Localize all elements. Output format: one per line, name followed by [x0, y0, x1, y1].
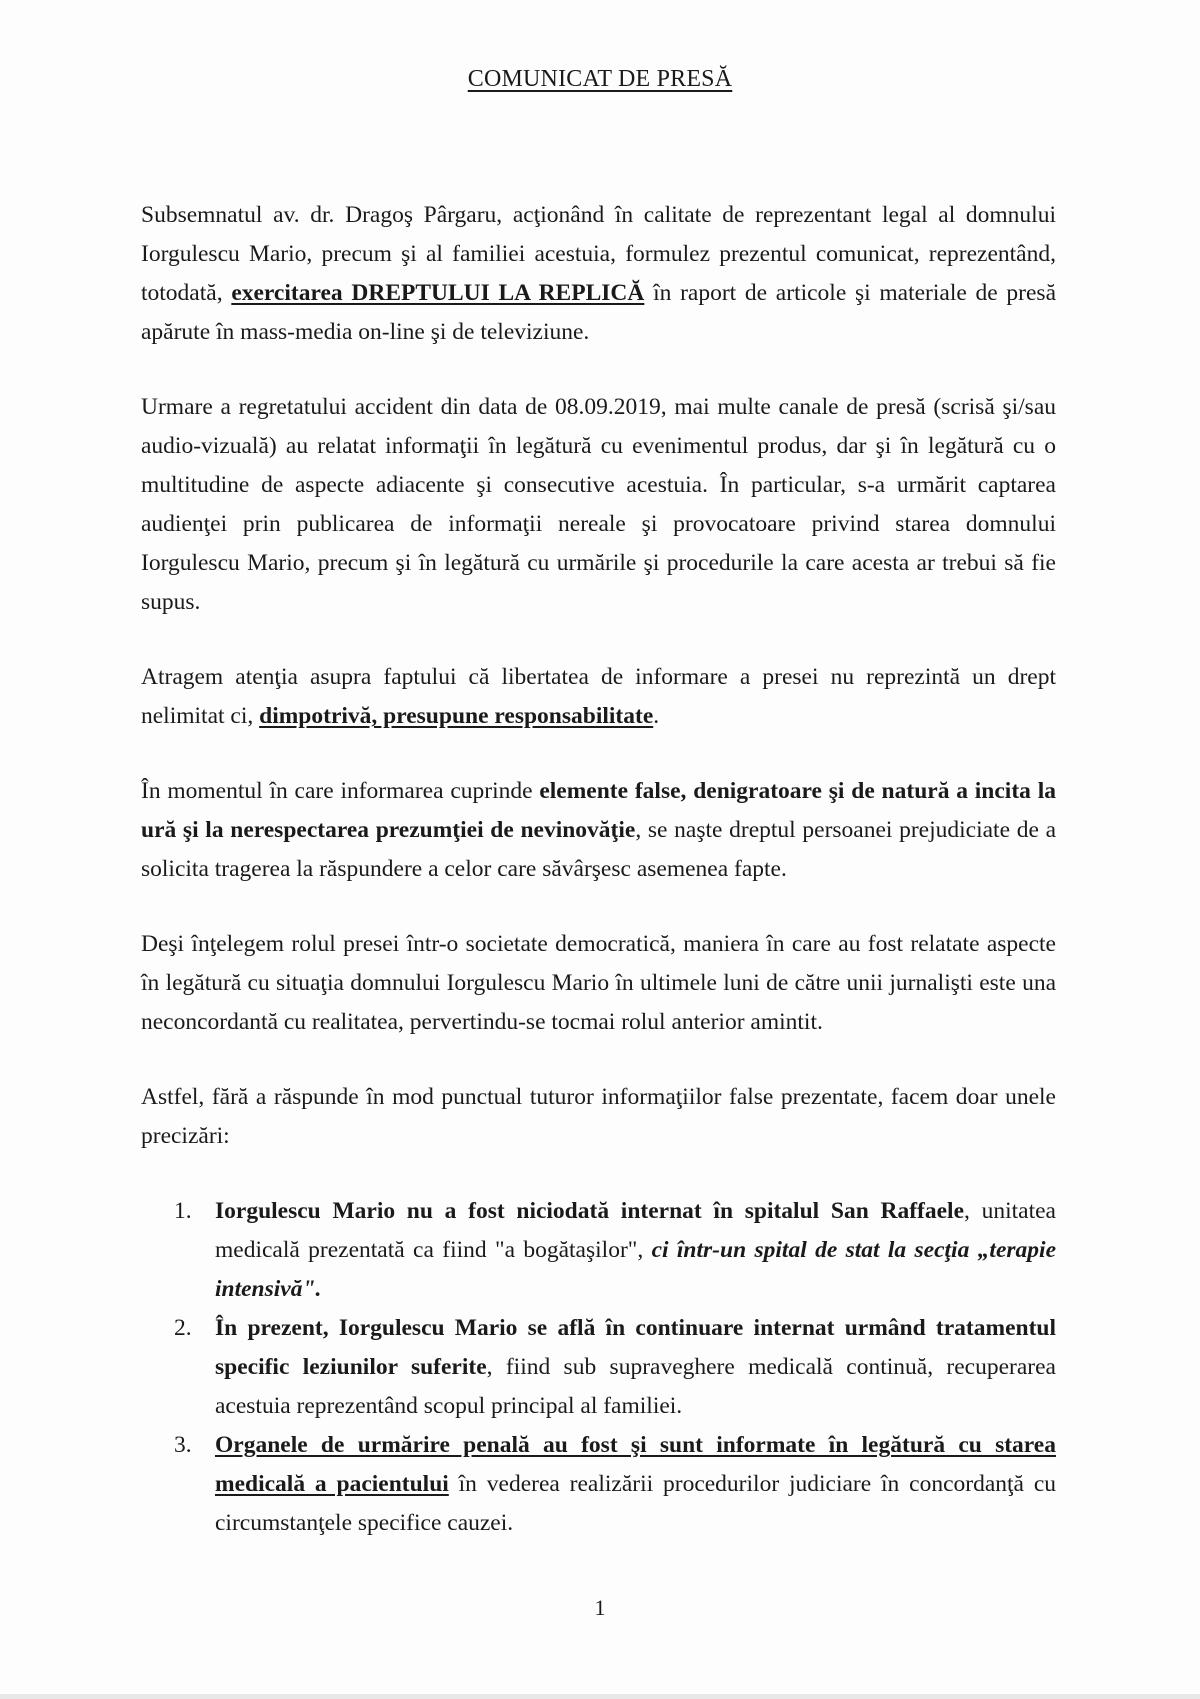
- list-item-1-bold: Iorgulescu Mario nu a fost niciodată internat în spitalul San Raffaele: [215, 1198, 965, 1224]
- page-number: 1: [594, 1595, 606, 1620]
- list-item-2-text: , fiind sub supraveghere medicală continuă, recuperarea acestuia reprezentând scopul principal al familiei.: [215, 1354, 1056, 1419]
- list-item-number: 1.: [174, 1198, 192, 1224]
- list-item-2: [141, 1309, 1056, 1426]
- paragraph-4-emphasis: elemente false, denigratoare şi de natură a incita la ură şi la nerespectarea prezumţiei de nevinovăţie: [141, 778, 1056, 843]
- list-item-2-bold: În prezent, Iorgulescu Mario se află în continuare internat urmând tratamentul specific leziunilor suferite: [215, 1315, 1056, 1380]
- paragraph-6: Astfel, fără a răspunde în mod punctual tuturor informaţiilor false prezentate, facem doar unele precizări:: [141, 1084, 1056, 1149]
- list-item-1-text: , unitatea medicală prezentată ca fiind "a bogătaşilor",: [215, 1198, 1056, 1263]
- paragraph-2: Urmare a regretatului accident din data de 08.09.2019, mai multe canale de presă (scrisă şi/sau audio-vizuală) au relatat informaţii în legătură cu evenimentul produs, dar şi în legătură cu o multitudine de aspecte adiacente şi consecutive acestuia. În particular, s-a urmărit captarea audienţei prin publicarea de informaţii nereale şi provocatoare privind starea domnului Iorgulescu Mario, precum şi în legătură cu urmările şi procedurile la care acesta ar trebui să fie supus.: [141, 394, 1056, 615]
- paragraph-1-emphasis: exercitarea DREPTULUI LA REPLICĂ: [231, 280, 645, 306]
- paragraph-4-text-a: În momentul în care informarea cuprinde: [141, 778, 540, 804]
- paragraph-3-emphasis: dimpotrivă, presupune responsabilitate: [259, 703, 654, 729]
- paragraph-3-text-a: Atragem atenţia asupra faptului că libertatea de informare a presei nu reprezintă un drept nelimitat ci,: [141, 664, 1056, 729]
- list-item-1-bolditalic: ci într-un spital de stat la secţia „terapie intensivă".: [215, 1237, 1056, 1302]
- paragraph-5: Deşi înţelegem rolul presei într-o societate democratică, maniera în care au fost relatate aspecte în legătură cu situaţia domnului Iorgulescu Mario în ultimele luni de către unii jurnalişti este una neconcordantă cu realitatea, pervertindu-se tocmai rolul anterior amintit.: [141, 931, 1056, 1035]
- document-body: [141, 196, 1056, 1543]
- list-item-1: [141, 1192, 1056, 1309]
- paragraph-3-text-c: .: [653, 703, 660, 729]
- paragraph-4: [141, 772, 1056, 889]
- paragraph-1: [141, 196, 1056, 352]
- paragraph-1-text-a: Subsemnatul av. dr. Dragoş Pârgaru, acţionând în calitate de reprezentant legal al domnului Iorgulescu Mario, precum şi al familiei acestuia, formulez prezentul comunicat, reprezentând, totodată,: [141, 202, 1056, 306]
- paragraph-4-text-c: , se naşte dreptul persoanei prejudiciate de a solicita tragerea la răspundere a celor care săvârşesc asemenea fapte.: [141, 817, 1056, 882]
- paragraph-1-text-c: în raport de articole şi materiale de presă apărute în mass-media on-line şi de televiziune.: [141, 280, 1057, 345]
- scan-edge-divider: [0, 1694, 1200, 1699]
- list-item-number: 2.: [174, 1315, 192, 1341]
- list-item-3-bold-underline: Organele de urmărire penală au fost şi sunt informate în legătură cu starea medicală a pacientului: [215, 1432, 1056, 1497]
- document-title: COMUNICAT DE PRESĂ: [467, 66, 733, 92]
- list-item-3: [141, 1426, 1056, 1543]
- list-item-number: 3.: [174, 1432, 192, 1458]
- list-item-3-text: în vederea realizării procedurilor judiciare în concordanţă cu circumstanţele specifice cauzei.: [215, 1471, 1057, 1536]
- clarifications-list: [141, 1192, 1056, 1543]
- paragraph-3: [141, 658, 1056, 736]
